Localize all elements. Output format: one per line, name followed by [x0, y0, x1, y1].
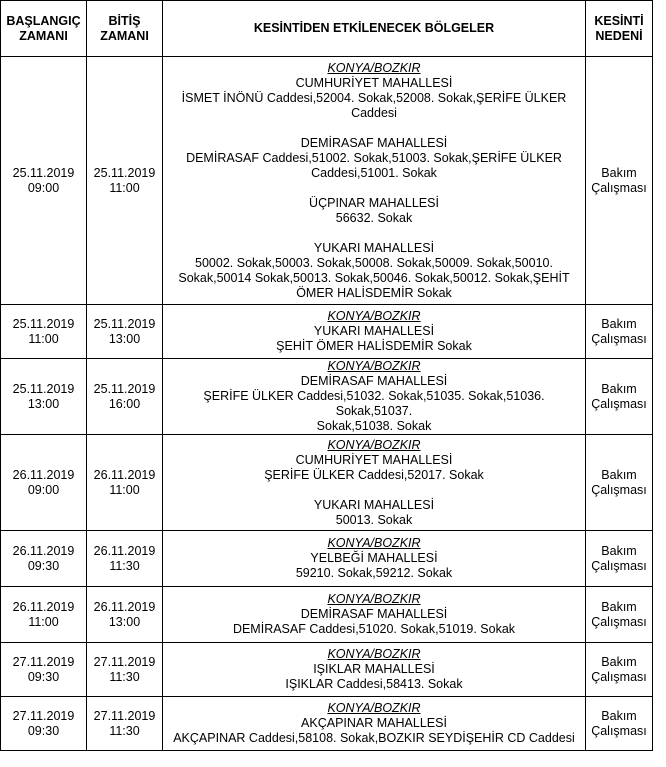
- end-time-cell-line-1: 26.11.2019: [93, 543, 156, 558]
- city-label: KONYA/BOZKIR: [327, 309, 421, 323]
- neighbourhood-block: [166, 136, 582, 181]
- reason-cell-line-1: Bakım: [601, 654, 637, 669]
- neighbourhood-name: DEMİRASAF MAHALLESİ: [300, 607, 448, 621]
- end-time-cell-line-1: 27.11.2019: [93, 654, 156, 669]
- neighbourhood-name: CUMHURİYET MAHALLESİ: [295, 75, 453, 90]
- end-time-cell: [87, 587, 163, 643]
- street-list: Caddesi,51001. Sokak: [311, 165, 437, 180]
- start-time-cell-line-2: 09:30: [27, 723, 60, 738]
- street-list: DEMİRASAF Caddesi,51020. Sokak,51019. Sokak: [232, 622, 516, 636]
- neighbourhood-name: YUKARI MAHALLESİ: [313, 324, 435, 338]
- start-time-cell-line-1: 26.11.2019: [12, 599, 75, 614]
- table-row: [1, 587, 653, 643]
- header-reason-line-1: KESİNTİ: [594, 13, 644, 28]
- regions-cell: [163, 57, 586, 305]
- regions-cell: [163, 587, 586, 643]
- street-list: ŞERİFE ÜLKER Caddesi,51032. Sokak,51035. Sokak,51036. Sokak,51037.: [203, 389, 545, 418]
- start-time-cell: [1, 697, 87, 751]
- end-time-cell-line-2: 11:00: [109, 482, 140, 497]
- start-time-cell-line-1: 25.11.2019: [12, 165, 75, 180]
- street-list: İSMET İNÖNÜ Caddesi,52004. Sokak,52008. Sokak,ŞERİFE ÜLKER: [181, 90, 567, 105]
- table-row: [1, 359, 653, 435]
- start-time-cell-line-1: 27.11.2019: [12, 654, 75, 669]
- table-row: [1, 697, 653, 751]
- street-list: DEMİRASAF Caddesi,51002. Sokak,51003. Sokak,ŞERİFE ÜLKER: [186, 150, 562, 165]
- end-time-cell-line-1: 25.11.2019: [93, 165, 156, 180]
- regions-cell: [163, 359, 586, 435]
- start-time-cell-line-1: 25.11.2019: [12, 316, 75, 331]
- reason-cell-line-1: Bakım: [601, 316, 637, 331]
- neighbourhood-name: YELBEĞİ MAHALLESİ: [310, 551, 438, 565]
- neighbourhood-block: [166, 374, 582, 434]
- neighbourhood-block: [166, 453, 582, 483]
- reason-cell: [586, 305, 653, 359]
- start-time-cell-line-2: 11:00: [28, 614, 59, 629]
- header-start-line-1: BAŞLANGIÇ: [6, 13, 81, 28]
- street-list: Sokak,51038. Sokak: [316, 419, 432, 433]
- regions-cell: [163, 531, 586, 587]
- city-label: KONYA/BOZKIR: [327, 592, 421, 606]
- city-label: KONYA/BOZKIR: [327, 701, 421, 715]
- end-time-cell-line-1: 25.11.2019: [93, 316, 156, 331]
- header-end-line-1: BİTİŞ: [108, 13, 141, 28]
- end-time-cell-line-1: 27.11.2019: [93, 708, 156, 723]
- street-list: IŞIKLAR Caddesi,58413. Sokak: [285, 677, 463, 691]
- table-row: [1, 643, 653, 697]
- reason-cell-line-2: Çalışması: [591, 558, 647, 573]
- neighbourhood-name: CUMHURİYET MAHALLESİ: [295, 452, 453, 467]
- end-time-cell-line-1: 26.11.2019: [93, 467, 156, 482]
- neighbourhood-block: [166, 76, 582, 121]
- end-time-cell: [87, 531, 163, 587]
- regions-cell: [163, 697, 586, 751]
- reason-cell-line-2: Çalışması: [591, 331, 647, 346]
- end-time-cell-line-2: 11:00: [109, 180, 140, 195]
- start-time-cell: [1, 359, 87, 435]
- reason-cell-line-2: Çalışması: [591, 396, 647, 411]
- table-row: [1, 435, 653, 531]
- street-list: 50002. Sokak,50003. Sokak,50008. Sokak,50009. Sokak,50010.: [195, 255, 553, 270]
- street-list: ŞEHİT ÖMER HALİSDEMİR Sokak: [276, 339, 472, 353]
- neighbourhood-block: [166, 662, 582, 692]
- header-reason: [586, 1, 653, 57]
- reason-cell-line-2: Çalışması: [591, 180, 647, 195]
- table-row: [1, 531, 653, 587]
- reason-cell-line-1: Bakım: [601, 381, 637, 396]
- reason-cell-line-2: Çalışması: [591, 614, 647, 629]
- street-list: 50013. Sokak: [335, 512, 413, 527]
- start-time-cell: [1, 435, 87, 531]
- neighbourhood-block: [166, 498, 582, 528]
- reason-cell: [586, 531, 653, 587]
- neighbourhood-name: YUKARI MAHALLESİ: [313, 497, 435, 512]
- neighbourhood-name: YUKARI MAHALLESİ: [313, 240, 435, 255]
- start-time-cell-line-2: 09:30: [27, 669, 60, 684]
- street-list: Sokak,50014 Sokak,50013. Sokak,50046. Sokak,50012. Sokak,ŞEHİT: [178, 270, 570, 285]
- header-start-line-2: ZAMANI: [19, 28, 68, 43]
- street-list: 56632. Sokak: [335, 210, 413, 225]
- end-time-cell: [87, 359, 163, 435]
- outage-rows: [1, 57, 653, 751]
- reason-cell: [586, 587, 653, 643]
- street-list: ŞERİFE ÜLKER Caddesi,52017. Sokak: [264, 467, 484, 482]
- street-list: AKÇAPINAR Caddesi,58108. Sokak,BOZKIR SEYDİŞEHİR CD Caddesi: [173, 731, 575, 745]
- reason-cell-line-1: Bakım: [601, 708, 637, 723]
- start-time-cell-line-2: 11:00: [28, 331, 59, 346]
- reason-cell-line-1: Bakım: [601, 467, 637, 482]
- reason-cell: [586, 359, 653, 435]
- start-time-cell: [1, 305, 87, 359]
- end-time-cell-line-2: 16:00: [108, 396, 141, 411]
- end-time-cell-line-2: 11:30: [109, 669, 140, 684]
- start-time-cell-line-2: 09:00: [27, 180, 60, 195]
- regions-cell: [163, 643, 586, 697]
- start-time-cell-line-1: 27.11.2019: [12, 708, 75, 723]
- end-time-cell-line-2: 11:30: [109, 723, 140, 738]
- neighbourhood-block: [166, 196, 582, 226]
- street-list: Caddesi: [351, 105, 397, 120]
- table-row: [1, 57, 653, 305]
- reason-cell: [586, 697, 653, 751]
- neighbourhood-block: [166, 551, 582, 581]
- reason-cell-line-2: Çalışması: [591, 669, 647, 684]
- end-time-cell-line-1: 26.11.2019: [93, 599, 156, 614]
- end-time-cell: [87, 435, 163, 531]
- reason-cell-line-1: Bakım: [601, 165, 637, 180]
- neighbourhood-block: [166, 716, 582, 746]
- start-time-cell: [1, 531, 87, 587]
- regions-cell: [163, 435, 586, 531]
- neighbourhood-block: [166, 324, 582, 354]
- city-label: KONYA/BOZKIR: [327, 536, 421, 550]
- start-time-cell: [1, 643, 87, 697]
- start-time-cell: [1, 587, 87, 643]
- regions-cell: [163, 305, 586, 359]
- header-regions: KESİNTİDEN ETKİLENECEK BÖLGELER: [163, 1, 586, 57]
- neighbourhood-name: IŞIKLAR MAHALLESİ: [313, 662, 435, 676]
- end-time-cell-line-2: 11:30: [109, 558, 140, 573]
- reason-cell: [586, 57, 653, 305]
- start-time-cell-line-1: 26.11.2019: [12, 467, 75, 482]
- neighbourhood-name: ÜÇPINAR MAHALLESİ: [309, 195, 439, 210]
- start-time-cell-line-1: 26.11.2019: [12, 543, 75, 558]
- neighbourhood-block: [166, 607, 582, 637]
- start-time-cell-line-2: 09:00: [27, 482, 60, 497]
- reason-cell-line-1: Bakım: [601, 543, 637, 558]
- city-label: KONYA/BOZKIR: [327, 437, 421, 452]
- neighbourhood-name: DEMİRASAF MAHALLESİ: [300, 135, 448, 150]
- end-time-cell: [87, 643, 163, 697]
- header-reason-line-2: NEDENİ: [595, 28, 643, 43]
- start-time-cell-line-1: 25.11.2019: [12, 381, 75, 396]
- header-row: [1, 1, 653, 57]
- start-time-cell-line-2: 13:00: [27, 396, 60, 411]
- end-time-cell: [87, 305, 163, 359]
- neighbourhood-name: DEMİRASAF MAHALLESİ: [300, 374, 448, 388]
- end-time-cell-line-2: 13:00: [108, 614, 141, 629]
- street-list: 59210. Sokak,59212. Sokak: [295, 566, 453, 580]
- city-label: KONYA/BOZKIR: [327, 359, 421, 373]
- end-time-cell: [87, 57, 163, 305]
- end-time-cell-line-1: 25.11.2019: [93, 381, 156, 396]
- city-label: KONYA/BOZKIR: [327, 647, 421, 661]
- header-start-time: [1, 1, 87, 57]
- header-end-line-2: ZAMANI: [100, 28, 149, 43]
- start-time-cell: [1, 57, 87, 305]
- reason-cell-line-2: Çalışması: [591, 723, 647, 738]
- start-time-cell-line-2: 09:30: [27, 558, 60, 573]
- reason-cell-line-2: Çalışması: [591, 482, 647, 497]
- end-time-cell: [87, 697, 163, 751]
- header-end-time: [87, 1, 163, 57]
- neighbourhood-name: AKÇAPINAR MAHALLESİ: [301, 716, 447, 730]
- city-label: KONYA/BOZKIR: [327, 60, 421, 75]
- table-row: [1, 305, 653, 359]
- street-list: ÖMER HALİSDEMİR Sokak: [296, 285, 452, 300]
- reason-cell: [586, 643, 653, 697]
- reason-cell: [586, 435, 653, 531]
- end-time-cell-line-2: 13:00: [108, 331, 141, 346]
- reason-cell-line-1: Bakım: [601, 599, 637, 614]
- neighbourhood-block: [166, 241, 582, 301]
